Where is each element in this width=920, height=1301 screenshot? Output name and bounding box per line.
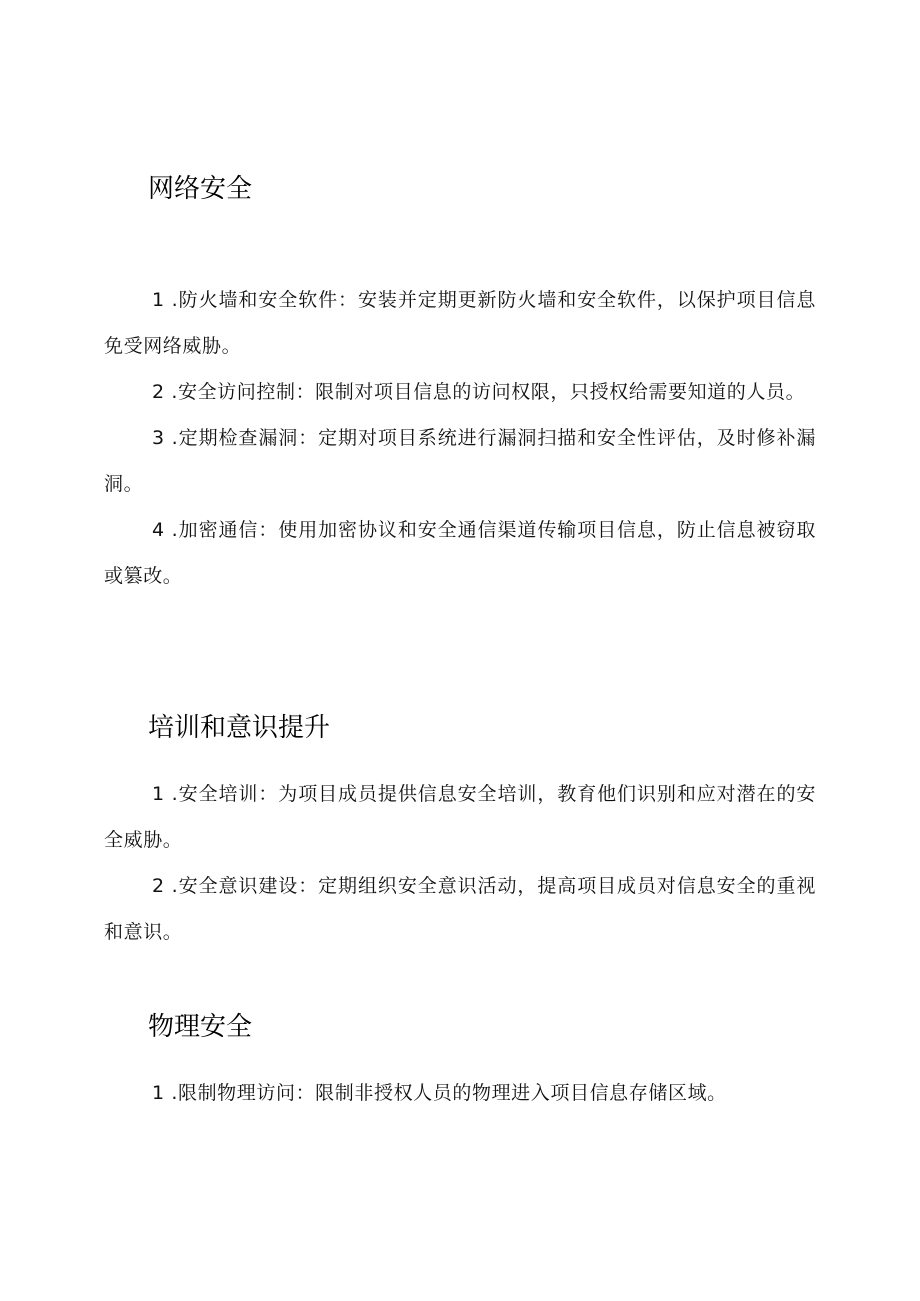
list-item: [104, 415, 816, 507]
item-text: .加密通信：使用加密协议和安全通信渠道传输项目信息，防止信息被窃取或篡改。: [104, 519, 816, 587]
section-physical-security: [104, 1012, 816, 1116]
item-number: 1: [152, 1082, 165, 1104]
list-item: [104, 369, 816, 415]
item-text: .安全访问控制：限制对项目信息的访问权限，只授权给需要知道的人员。: [171, 381, 806, 403]
item-number: 1: [152, 289, 165, 311]
item-text: .限制物理访问：限制非授权人员的物理进入项目信息存储区域。: [171, 1082, 727, 1104]
list-item: [104, 863, 816, 955]
item-number: 4: [152, 519, 165, 541]
item-text: .防火墙和安全软件：安装并定期更新防火墙和安全软件，以保护项目信息免受网络威胁。: [104, 289, 816, 357]
list-item: [104, 1070, 816, 1116]
section-items: [104, 771, 816, 955]
section-items: [104, 277, 816, 599]
list-item: [104, 507, 816, 599]
item-number: 1: [152, 783, 165, 805]
item-number: 3: [152, 427, 165, 449]
section-heading: 网络安全: [148, 174, 253, 204]
item-text: .安全意识建设：定期组织安全意识活动，提高项目成员对信息安全的重视和意识。: [104, 875, 816, 943]
section-heading: 物理安全: [148, 1012, 253, 1042]
section-training-awareness: [104, 713, 816, 955]
item-text: .定期检查漏洞：定期对项目系统进行漏洞扫描和安全性评估，及时修补漏洞。: [104, 427, 816, 495]
item-text: .安全培训：为项目成员提供信息安全培训，教育他们识别和应对潜在的安全威胁。: [104, 783, 816, 851]
section-items: [104, 1070, 816, 1116]
section-heading: 培训和意识提升: [148, 713, 331, 743]
section-network-security: [104, 174, 816, 599]
list-item: [104, 771, 816, 863]
item-number: 2: [152, 381, 165, 403]
item-number: 2: [152, 875, 165, 897]
list-item: [104, 277, 816, 369]
